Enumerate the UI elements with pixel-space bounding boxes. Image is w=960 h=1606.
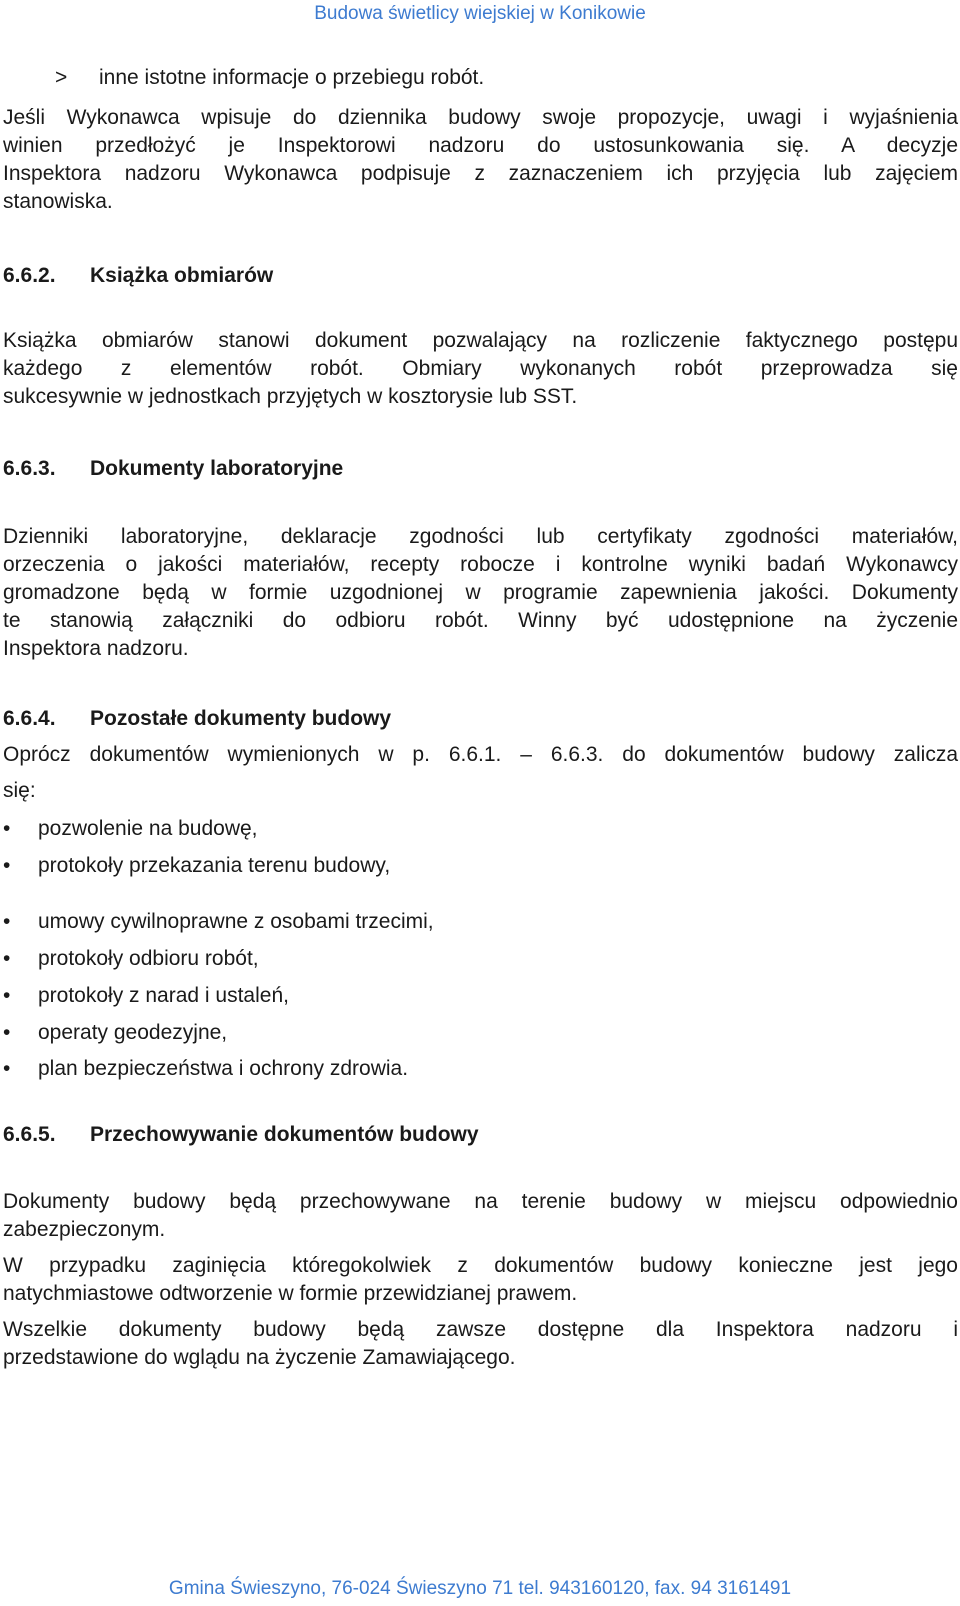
intro-paragraph-line: Jeśli Wykonawca wpisuje do dziennika budowy swoje propozycje, uwagi i wyjaśnienia [3, 106, 958, 129]
intro-list-item [0, 64, 484, 92]
section-title: Pozostałe dokumenty budowy [90, 707, 392, 730]
list-item: protokoły przekazania terenu budowy, [38, 854, 391, 877]
bullet-icon: • [3, 947, 11, 970]
bullet-icon: • [3, 1057, 11, 1080]
paragraph-line: zabezpieczonym. [3, 1218, 166, 1241]
section-heading-6-6-2 [3, 262, 273, 290]
paragraph-line: się: [3, 779, 36, 802]
paragraph-line: gromadzone będą w formie uzgodnionej w programie zapewnienia jakości. Dokumenty [3, 581, 958, 604]
list-item: pozwolenie na budowę, [38, 817, 258, 840]
section-heading-6-6-4 [3, 705, 391, 733]
section-number: 6.6.2. [3, 264, 56, 287]
section-title: Przechowywanie dokumentów budowy [90, 1123, 479, 1146]
page-header: Budowa świetlicy wiejskiej w Konikowie [314, 3, 646, 24]
list-item-text: inne istotne informacje o przebiegu robót. [99, 66, 485, 89]
bullet-icon: • [3, 910, 11, 933]
section-title: Książka obmiarów [90, 264, 274, 287]
bullet-icon: • [3, 817, 11, 840]
list-item: plan bezpieczeństwa i ochrony zdrowia. [38, 1057, 409, 1080]
page-footer: Gmina Świeszyno, 76-024 Świeszyno 71 tel. 943160120, fax. 94 3161491 [168, 1578, 792, 1599]
list-item: umowy cywilnoprawne z osobami trzecimi, [38, 910, 434, 933]
paragraph-line: Inspektora nadzoru. [3, 637, 189, 660]
section-number: 6.6.4. [3, 707, 56, 730]
paragraph-line: każdego z elementów robót. Obmiary wykonanych robót przeprowadza się [3, 357, 958, 380]
intro-paragraph-line: stanowiska. [3, 190, 113, 213]
paragraph-line: Wszelkie dokumenty budowy będą zawsze dostępne dla Inspektora nadzoru i [3, 1318, 958, 1341]
section-heading-6-6-3 [3, 455, 343, 483]
paragraph-line: W przypadku zaginięcia któregokolwiek z dokumentów budowy konieczne jest jego [3, 1254, 958, 1277]
section-number: 6.6.5. [3, 1123, 56, 1146]
intro-paragraph-line: Inspektora nadzoru Wykonawca podpisuje z zaznaczeniem ich przyjęcia lub zajęciem [3, 162, 958, 185]
bullet-icon: • [3, 984, 11, 1007]
bullet-icon: • [3, 854, 11, 877]
intro-paragraph-line: winien przedłożyć je Inspektorowi nadzoru do ustosunkowania się. A decyzje [3, 134, 958, 157]
section-number: 6.6.3. [3, 457, 56, 480]
bullet-icon: • [3, 1021, 11, 1044]
paragraph-line: Dzienniki laboratoryjne, deklaracje zgodności lub certyfikaty zgodności materiałów, [3, 525, 958, 548]
paragraph-line: natychmiastowe odtworzenie w formie przewidzianej prawem. [3, 1282, 578, 1305]
list-item: protokoły z narad i ustaleń, [38, 984, 289, 1007]
paragraph-line: orzeczenia o jakości materiałów, recepty robocze i kontrolne wyniki badań Wykonawcy [3, 553, 958, 576]
paragraph-line: te stanowią załączniki do odbioru robót. Winny być udostępnione na życzenie [3, 609, 958, 632]
list-item: operaty geodezyjne, [38, 1021, 228, 1044]
paragraph-line: Książka obmiarów stanowi dokument pozwalający na rozliczenie faktycznego postępu [3, 329, 958, 352]
paragraph-line: Oprócz dokumentów wymienionych w p. 6.6.1. – 6.6.3. do dokumentów budowy zalicza [3, 743, 958, 766]
paragraph-line: Dokumenty budowy będą przechowywane na terenie budowy w miejscu odpowiednio [3, 1190, 958, 1213]
list-marker: > [55, 66, 68, 89]
section-title: Dokumenty laboratoryjne [90, 457, 344, 480]
section-heading-6-6-5 [3, 1121, 479, 1149]
paragraph-line: sukcesywnie w jednostkach przyjętych w kosztorysie lub SST. [3, 385, 578, 408]
paragraph-line: przedstawione do wglądu na życzenie Zamawiającego. [3, 1346, 516, 1369]
list-item: protokoły odbioru robót, [38, 947, 259, 970]
